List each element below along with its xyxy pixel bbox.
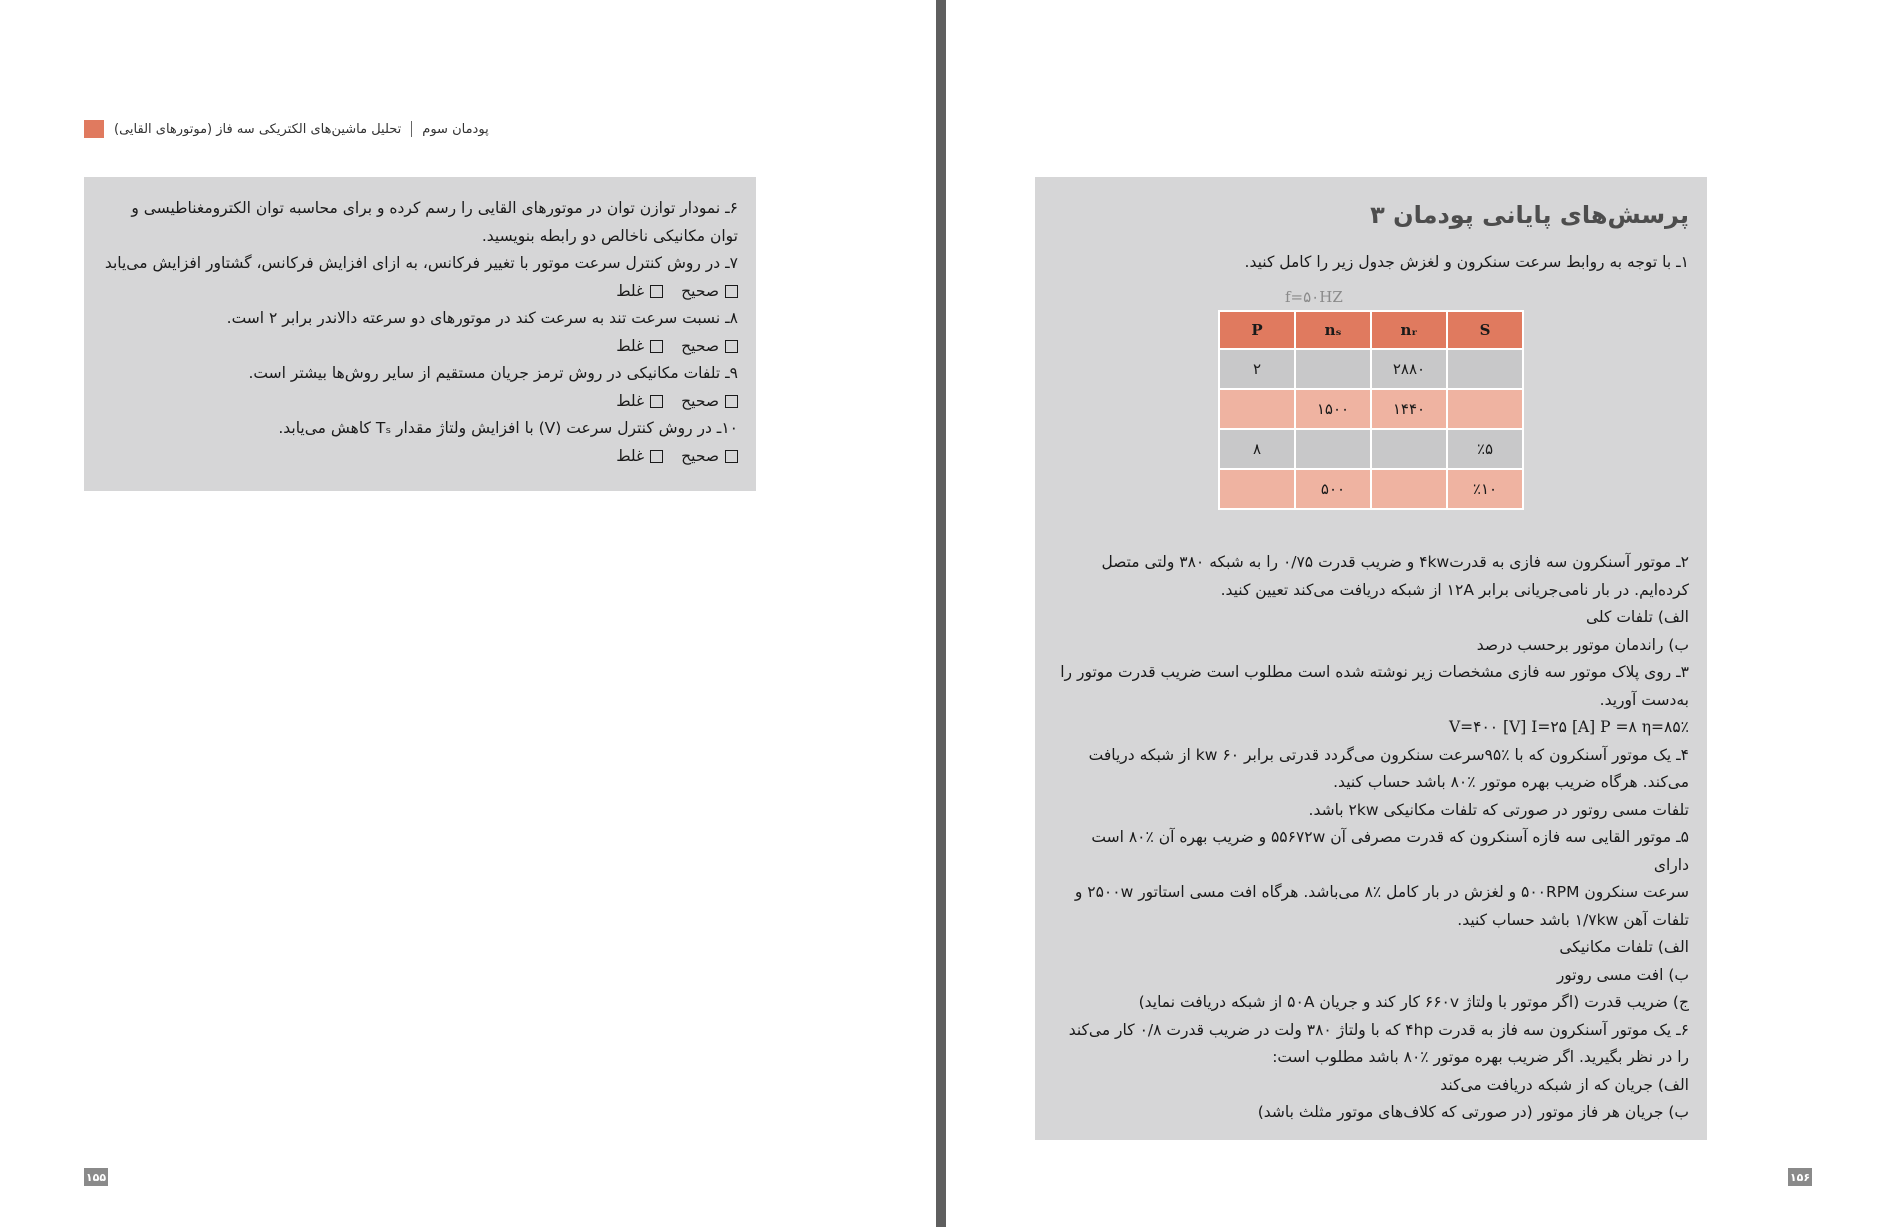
body-line: ب) افت مسی روتور xyxy=(1556,965,1689,984)
false-label: غلط xyxy=(616,336,645,355)
checkbox-icon[interactable] xyxy=(650,450,663,463)
body-line: می‌کند. هرگاه ضریب بهره موتور ٪۸۰ باشد حساب کنید. xyxy=(1333,773,1689,791)
page-number: ۱۵۶ xyxy=(1788,1168,1812,1186)
true-label: صحیح xyxy=(681,391,719,410)
table-cell: ۱۵۰۰ xyxy=(1295,389,1371,429)
question-6: ۶ـ نمودار توازن توان در موتورهای القایی را رسم کرده و برای محاسبه توان الکترومغناطیسی و توان مکانیکی ناخالص دو رابطه بنویسید. xyxy=(131,199,738,245)
header-nr: nᵣ xyxy=(1371,311,1447,349)
page-number: ۱۵۵ xyxy=(84,1168,108,1186)
left-page xyxy=(0,0,936,1227)
right-question-panel xyxy=(1035,177,1707,1140)
table-cell xyxy=(1295,349,1371,389)
running-header xyxy=(84,120,489,138)
checkbox-icon[interactable] xyxy=(650,285,663,298)
header-p: P xyxy=(1219,311,1295,349)
table-header-row xyxy=(1219,311,1523,349)
checkbox-icon[interactable] xyxy=(725,340,738,353)
true-option[interactable] xyxy=(681,443,738,471)
body-line: الف) جریان که از شبکه دریافت می‌کند xyxy=(1440,1075,1689,1094)
table-cell xyxy=(1447,349,1523,389)
body-line: ۶ـ یک موتور آسنکرون سه فاز به قدرت ۴hp که با ولتاژ ۳۸۰ ولت در ضریب قدرت ۰/۸ کار می‌کند xyxy=(1068,1020,1689,1039)
table-cell xyxy=(1371,429,1447,469)
body-line: سرعت سنکرون ۵۰۰RPM و لغزش در بار کامل ٪۸ می‌باشد. هرگاه افت مسی استاتور ۲۵۰۰w و xyxy=(1074,883,1689,901)
false-option[interactable] xyxy=(616,443,663,471)
table-cell xyxy=(1447,389,1523,429)
body-line: کرده‌ایم. در بار نامی‌جریانی برابر ۱۲A از شبکه دریافت می‌کند تعیین کنید. xyxy=(1220,580,1689,599)
question-10-options xyxy=(102,443,738,471)
body-line: تلفات آهن ۱/۷kw باشد حساب کنید. xyxy=(1457,910,1689,929)
right-body-text xyxy=(1053,549,1689,1127)
checkbox-icon[interactable] xyxy=(650,395,663,408)
table-row xyxy=(1219,469,1523,509)
body-line: ج) ضریب قدرت (اگر موتور با ولتاژ ۶۶۰v کار کند و جریان ۵۰A از شبکه دریافت نماید) xyxy=(1138,993,1689,1011)
unit-label: پودمان سوم xyxy=(422,121,489,137)
question-8-options xyxy=(102,333,738,361)
table-cell xyxy=(1219,389,1295,429)
body-line: ب) جریان هر فاز موتور (در صورتی که کلاف‌های موتور مثلث باشد) xyxy=(1257,1103,1689,1121)
true-option[interactable] xyxy=(681,278,738,306)
question-9-options xyxy=(102,388,738,416)
table-cell: ۲ xyxy=(1219,349,1295,389)
table-cell xyxy=(1371,469,1447,509)
body-line: ۲ـ موتور آسنکرون سه فازی به قدرت۴kw و ضریب قدرت ۰/۷۵ را به شبکه ۳۸۰ ولتی متصل xyxy=(1101,553,1689,571)
section-title: پرسش‌های پایانی پودمان ۳ xyxy=(1370,201,1689,229)
book-spine xyxy=(936,0,946,1227)
question-8: ۸ـ نسبت سرعت تند به سرعت کند در موتورهای دو سرعته دالاندر برابر ۲ است. xyxy=(226,309,738,327)
body-line: ۴ـ یک موتور آسنکرون که با ٪۹۵سرعت سنکرون می‌گردد قدرتی برابر ۶۰ kw از شبکه دریافت xyxy=(1088,745,1689,764)
left-question-panel xyxy=(84,177,756,491)
false-option[interactable] xyxy=(616,388,663,416)
body-line: ۳ـ روی پلاک موتور سه فازی مشخصات زیر نوشته شده است مطلوب است ضریب قدرت موتور را xyxy=(1060,663,1689,681)
table-cell: ۸ xyxy=(1219,429,1295,469)
question-1: ۱ـ با توجه به روابط سرعت سنکرون و لغزش جدول زیر را کامل کنید. xyxy=(1244,253,1689,271)
body-line: الف) تلفات مکانیکی xyxy=(1559,938,1689,956)
table-cell xyxy=(1295,429,1371,469)
table-cell: ٪۵ xyxy=(1447,429,1523,469)
speed-slip-table-wrap xyxy=(1218,310,1524,510)
true-label: صحیح xyxy=(681,446,719,465)
body-line: ۵ـ موتور القایی سه فازه آسنکرون که قدرت مصرفی آن ۵۵۶۷۲w و ضریب بهره آن ٪۸۰ است دارای xyxy=(1091,828,1689,874)
true-label: صحیح xyxy=(681,336,719,355)
false-label: غلط xyxy=(616,391,645,410)
table-cell: ٪۱۰ xyxy=(1447,469,1523,509)
body-line: الف) تلفات کلی xyxy=(1585,608,1689,626)
header-color-marker xyxy=(84,120,104,138)
header-s: S xyxy=(1447,311,1523,349)
table-cell: ۱۴۴۰ xyxy=(1371,389,1447,429)
body-line: به‌دست آورید. xyxy=(1599,690,1689,709)
header-divider xyxy=(411,121,412,137)
false-option[interactable] xyxy=(616,333,663,361)
frequency-label: f=۵۰HZ xyxy=(1285,288,1343,306)
checkbox-icon[interactable] xyxy=(725,395,738,408)
checkbox-icon[interactable] xyxy=(725,285,738,298)
false-label: غلط xyxy=(616,446,645,465)
question-7-options xyxy=(102,278,738,306)
right-page xyxy=(946,0,1878,1227)
header-ns: nₛ xyxy=(1295,311,1371,349)
table-row xyxy=(1219,429,1523,469)
table-row xyxy=(1219,389,1523,429)
true-label: صحیح xyxy=(681,281,719,300)
body-line: را در نظر بگیرید. اگر ضریب بهره موتور ٪۸۰ باشد مطلوب است: xyxy=(1272,1048,1689,1066)
checkbox-icon[interactable] xyxy=(650,340,663,353)
question-7: ۷ـ در روش کنترل سرعت موتور با تغییر فرکانس، به ازای افزایش فرکانس، گشتاور افزایش می‌یابد xyxy=(104,254,738,272)
true-option[interactable] xyxy=(681,388,738,416)
true-option[interactable] xyxy=(681,333,738,361)
table-cell: ۵۰۰ xyxy=(1295,469,1371,509)
table-cell xyxy=(1219,469,1295,509)
body-line: ب) راندمان موتور برحسب درصد xyxy=(1476,635,1689,654)
false-option[interactable] xyxy=(616,278,663,306)
question-9: ۹ـ تلفات مکانیکی در روش ترمز جریان مستقیم از سایر روش‌ها بیشتر است. xyxy=(248,364,738,382)
table-row xyxy=(1219,349,1523,389)
nameplate-formula: V=۴۰۰ [V] I=۲۵ [A] P =۸ η=۸۵٪ xyxy=(1448,718,1689,736)
false-label: غلط xyxy=(616,281,645,300)
body-line: تلفات مسی روتور در صورتی که تلفات مکانیکی ۲kw باشد. xyxy=(1308,800,1689,819)
table-cell: ۲۸۸۰ xyxy=(1371,349,1447,389)
speed-slip-table xyxy=(1218,310,1524,510)
question-10: ۱۰ـ در روش کنترل سرعت (V) با افزایش ولتاژ مقدار Tₛ کاهش می‌یابد. xyxy=(278,419,738,437)
chapter-title: تحلیل ماشین‌های الکتریکی سه فاز (موتورهای القایی) xyxy=(114,121,402,137)
checkbox-icon[interactable] xyxy=(725,450,738,463)
